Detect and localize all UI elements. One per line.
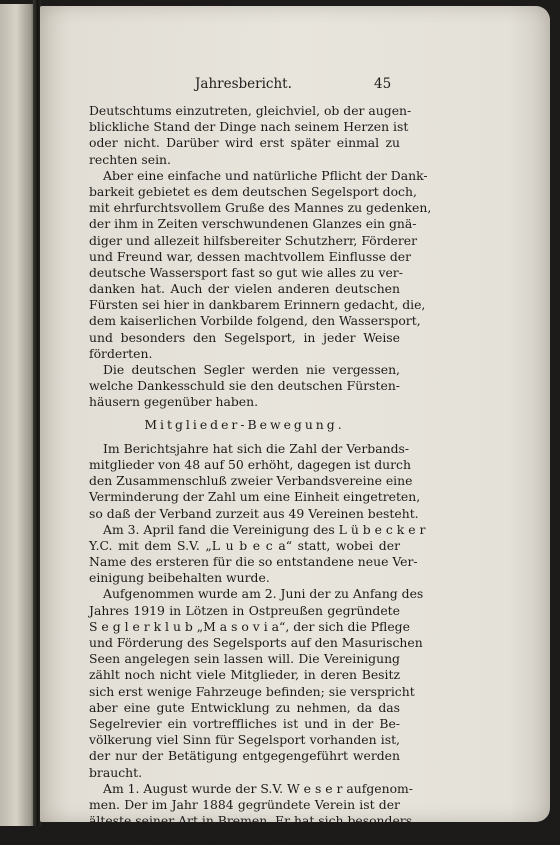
book-page <box>40 6 550 845</box>
text-line: mitglieder von 48 auf 50 erhöht, dagegen ist durch <box>89 456 411 472</box>
text-line: dem kaiserlichen Vorbilde folgend, den Wassersport, <box>89 313 421 329</box>
text-line: völkerung viel Sinn für Segelsport vorhanden ist, <box>89 732 400 748</box>
text-line: Die deutschen Segler werden nie vergessen, <box>103 362 400 377</box>
text-line: Fürsten sei hier in dankbarem Erinnern gedacht, die, <box>89 297 426 313</box>
text-line: danken hat. Auch der vielen anderen deutschen <box>89 281 400 297</box>
text-line: blickliche Stand der Dinge nach seinem Herzen ist <box>89 119 409 135</box>
text-line: Jahres 1919 in Lötzen in Ostpreußen gegründete <box>89 602 400 618</box>
text-line: diger und allezeit hilfsbereiter Schutzherr, Förderer <box>89 232 418 248</box>
text-line: förderten. <box>89 345 153 361</box>
text-line: barkeit gebietet es dem deutschen Segelsport doch, <box>89 183 417 199</box>
text-line: Am 3. April fand die Vereinigung des L ü b e c k e r <box>103 521 426 537</box>
text-line: Aufgenommen wurde am 2. Juni der zu Anfang des <box>103 586 424 602</box>
text-line: und besonders den Segelsport, in jeder Weise <box>89 329 400 345</box>
text-line: und Freund war, dessen machtvollem Einflusse der <box>89 248 412 264</box>
running-title: Jahresbericht. <box>195 76 292 92</box>
text-line: rechten sein. <box>89 151 171 167</box>
facing-page-edge <box>0 4 36 826</box>
text-line: deutsche Wassersport fast so gut wie alles zu ver- <box>89 264 403 280</box>
text-line: und Förderung des Segelsports auf den Masurischen <box>89 635 423 650</box>
text-line: men. Der im Jahr 1884 gegründete Verein ist der <box>89 796 400 812</box>
text-line: älteste seiner Art in Bremen. Er hat sich besonders <box>89 813 413 829</box>
text-line: Im Berichtsjahre hat sich die Zahl der Verbands- <box>103 440 410 456</box>
text-line: aber eine gute Entwicklung zu nehmen, da das <box>89 699 400 715</box>
text-line: der nur der Betätigung entgegengeführt werden <box>89 748 400 764</box>
text-line: mit ehrfurchtsvollem Gruße des Mannes zu gedenken, <box>89 200 432 216</box>
text-line: Deutschtums einzutreten, gleichviel, ob der augen- <box>89 103 412 118</box>
text-line: Y.C. mit dem S.V. „L u b e c a“ statt, wobei der <box>89 537 400 553</box>
text-line: S e g l e r k l u b „M a s o v i a“, der sich die Pflege <box>89 618 410 634</box>
section-heading: Mitglieder-Bewegung. <box>144 416 345 432</box>
body-text <box>89 103 432 845</box>
text-line: Verminderung der Zahl um eine Einheit eingetreten, <box>89 489 421 505</box>
text-line: welche Dankesschuld sie den deutschen Fürsten- <box>89 378 400 394</box>
text-line: einigung beibehalten wurde. <box>89 570 270 586</box>
text-line: so daß der Verband zurzeit aus 49 Vereinen besteht. <box>89 505 419 521</box>
text-line: braucht. <box>89 764 143 780</box>
text-line: sich erst wenige Fahrzeuge befinden; sie verspricht <box>89 683 415 699</box>
text-line: den Zusammenschluß zweier Verbandsvereine eine <box>89 473 413 489</box>
text-line: der ihm in Zeiten verschwundenen Glanzes ein gnä- <box>89 216 417 232</box>
text-line: zählt noch nicht viele Mitglieder, in deren Besitz <box>89 667 400 683</box>
text-line: häusern gegenüber haben. <box>89 394 259 410</box>
page-number: 45 <box>374 76 392 92</box>
text-line: Aber eine einfache und natürliche Pflicht der Dank- <box>103 167 428 183</box>
page-header <box>40 76 550 98</box>
text-line: Am 1. August wurde der S.V. W e s e r aufgenom- <box>103 780 413 796</box>
text-line: oder nicht. Darüber wird erst später einmal zu <box>89 135 400 151</box>
text-line: Name des ersteren für die so entstandene neue Ver- <box>89 554 418 570</box>
text-line: der Pflege der Segelei auf der Weser oberhalb <box>89 829 400 845</box>
text-line: Seen angelegen sein lassen will. Die Vereinigung <box>89 651 400 667</box>
text-line: Segelrevier ein vortreffliches ist und in der Be- <box>89 715 400 731</box>
